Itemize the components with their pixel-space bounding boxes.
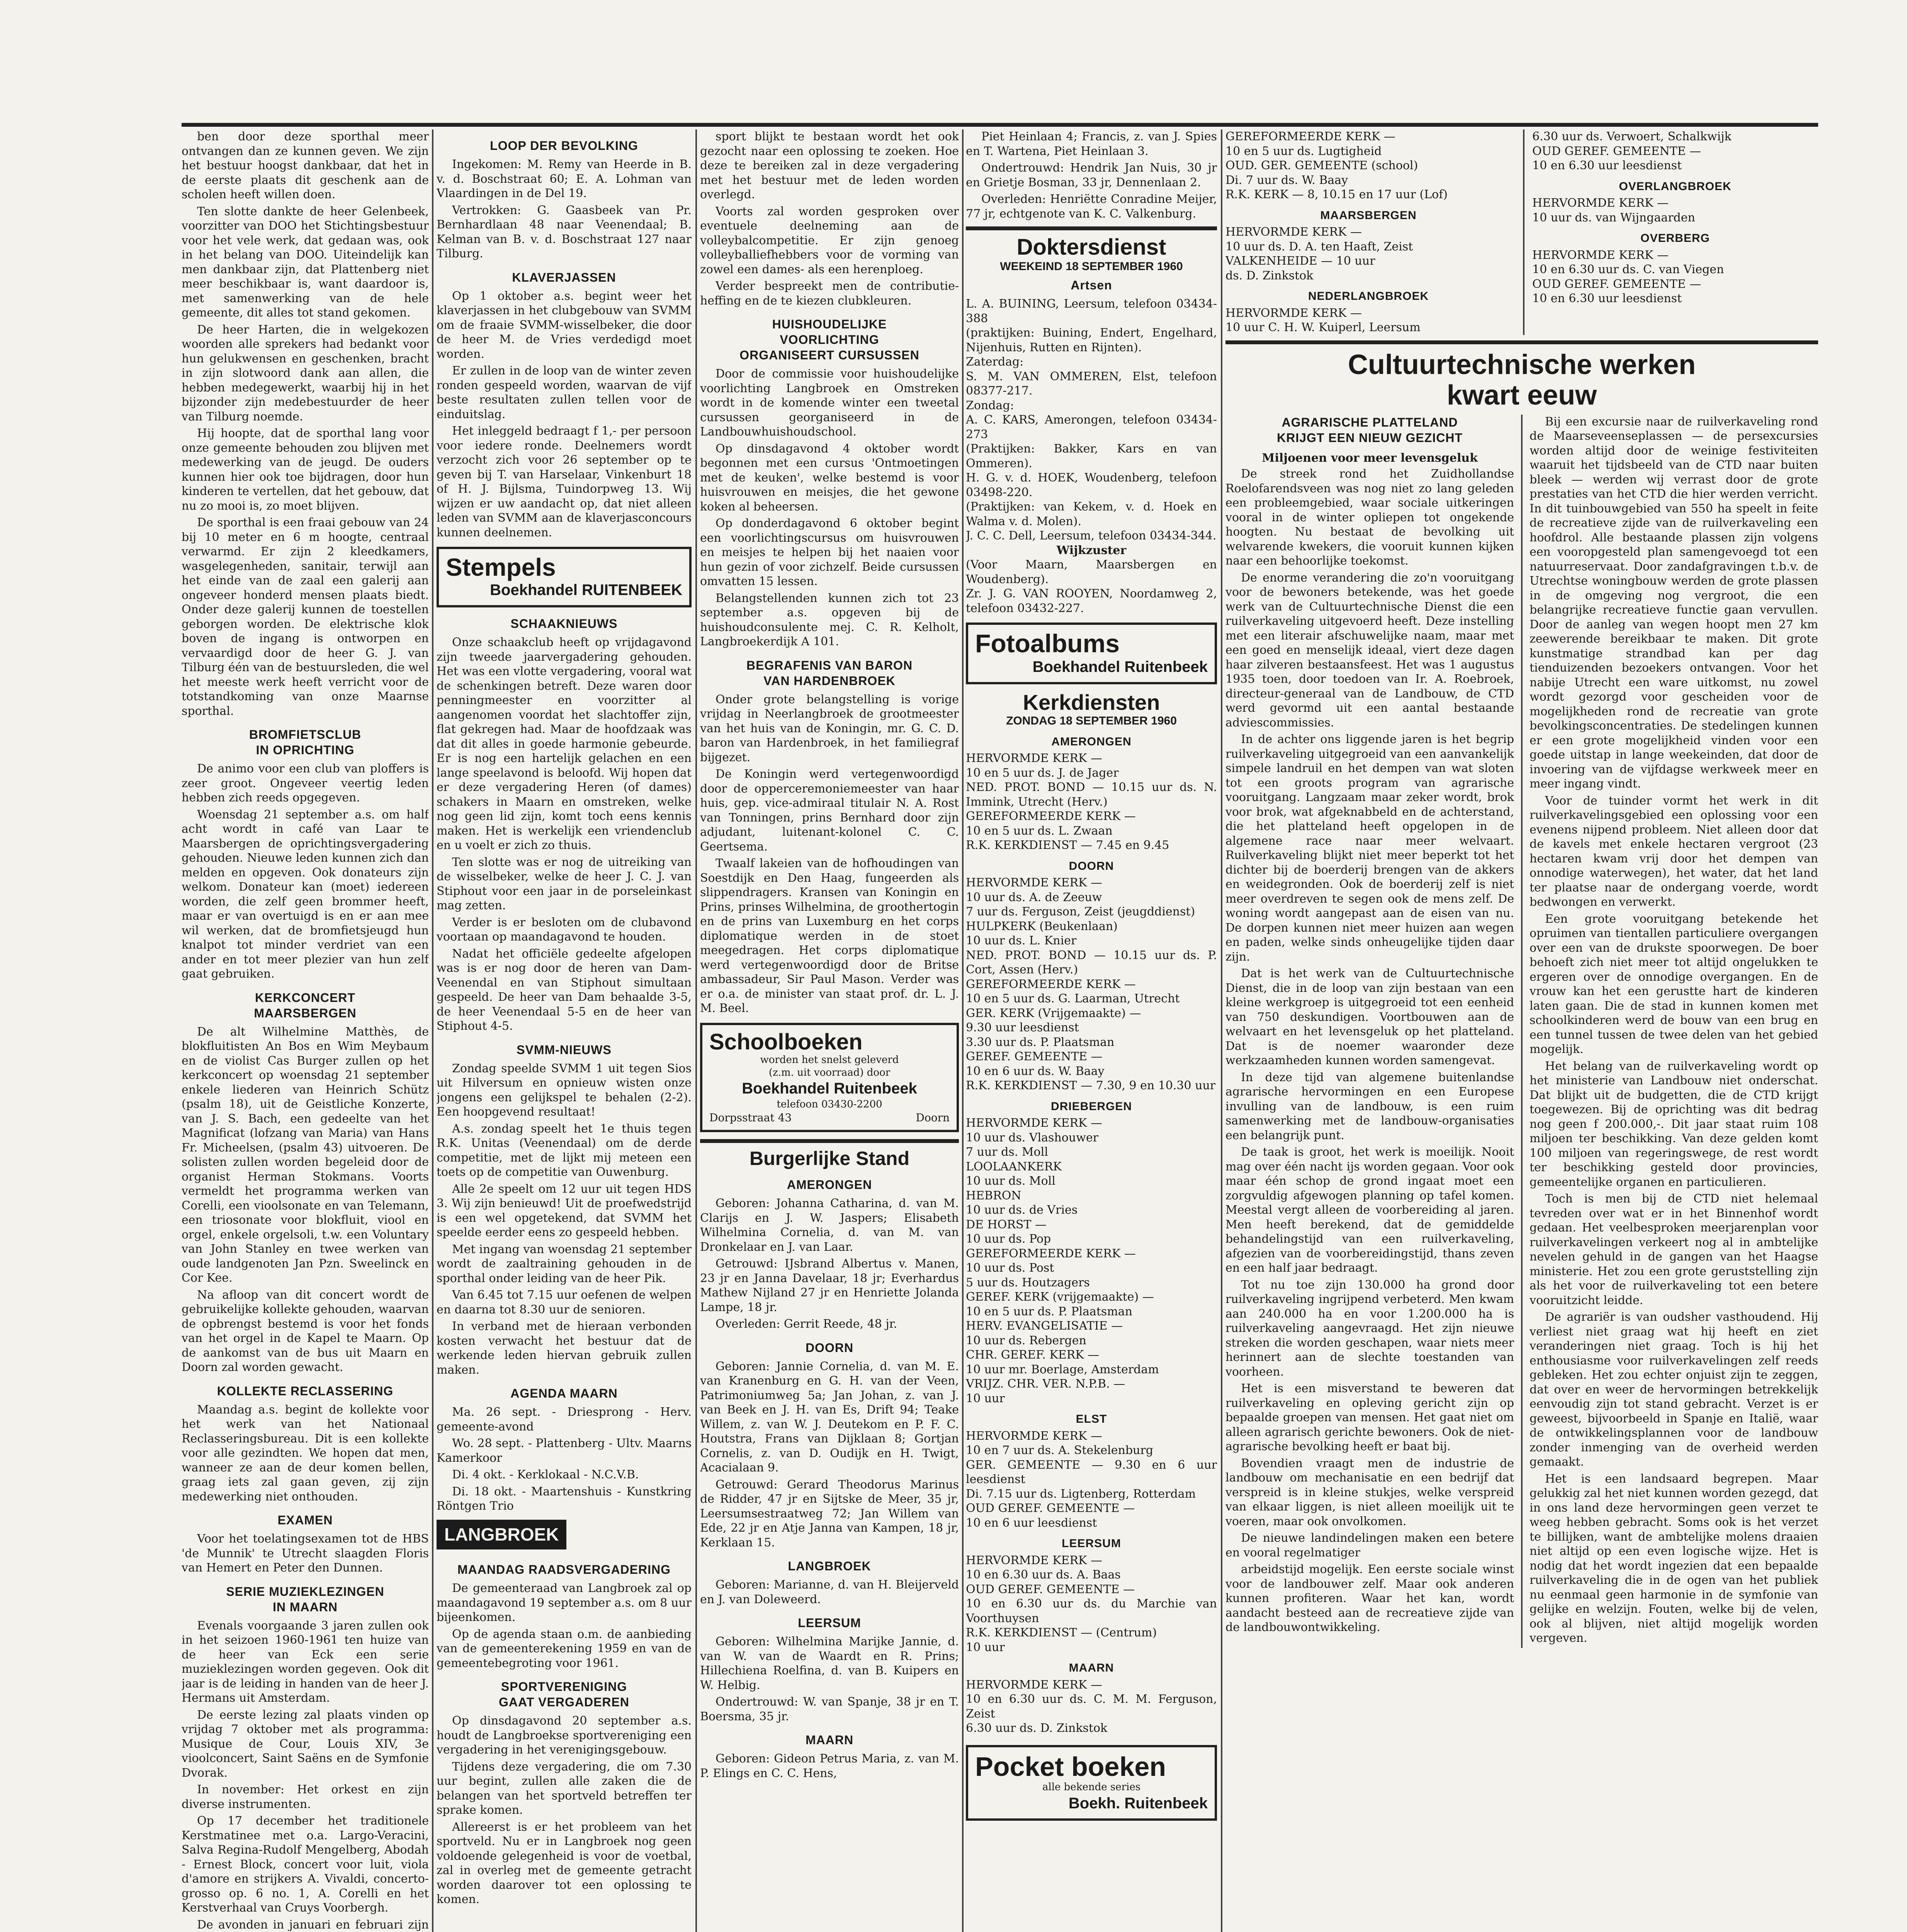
church-line: 10 en 5 uur ds. J. de Jager — [966, 766, 1119, 780]
paragraph: Ten slotte was er nog de uitreiking van de wisselbeker, welke de heer J. C. J. van Stiphout voor een jaar in de porseleinkast mag zetten. — [437, 855, 692, 913]
church-list — [966, 735, 1217, 1736]
doctor-line: H. G. v. d. HOEK, Woudenberg, telefoon 03498-220. — [966, 471, 1217, 499]
church-line: GEREFORMEERDE KERK — — [966, 1247, 1136, 1260]
ad-note: alle bekende series — [1042, 1781, 1141, 1793]
paragraph: De enorme verandering die zo'n vooruitgang voor de bewoners betekende, was het goede werk van de Cultuurtechnische Dienst die een ruilverkaveling uitgevoerd heeft. Deze instelling met een literair afschuwelijke naam, maar met een goed en menselijk ideaal, viert deze dagen haar zilveren bestaansfeest. Het was 1 augustus 1935 toen, door toedoen van Ir. A. Roebroek, directeur-generaal van de Landbouw, de CTD werd gevormd uit een aantal bestaande adviescommissies. — [1225, 571, 1514, 730]
church-line: 10 uur ds. Post — [966, 1261, 1054, 1275]
paragraph: Tijdens deze vergadering, die om 7.30 uur begint, zullen alle zaken die de belangen van het sportveld betreffen ter sprake komen. — [437, 1760, 692, 1817]
church-line: 6.30 uur ds. D. Zinkstok — [966, 1721, 1108, 1735]
church-line: GEREF. KERK (vrijgemaakte) — — [966, 1290, 1154, 1304]
sport-heading: SPORTVERENIGING GAAT VERGADEREN — [499, 1680, 629, 1709]
paragraph: Ingekomen: M. Remy van Heerde in B. v. d. Boschstraat 60; E. A. Lohman van Vlaardingen in de Del 19. — [437, 158, 692, 200]
church-line: 10 uur mr. Boerlage, Amsterdam — [966, 1362, 1159, 1376]
paragraph: Evenals voorgaande 3 jaren zullen ook in het seizoen 1960-1961 ten huize van de heer van Eck een serie muzieklezingen worden gegeven. Ook dit jaar is de leiding in handen van de heer J. Hermans uit Amsterdam. — [182, 1619, 429, 1705]
paragraph: De agrariër is van oudsher vasthoudend. Hij verliest niet graag wat hij heeft en ziet veranderingen niet graag. Toch is hij het enthousiasme voor ruilverkavelingen zelf reeds gebleken. Het zou echter onjuist zijn te zeggen, dat over en weer de hervormingen betrekkelijk eenvoudig zijn tot stand gebracht. Verzet is er geweest, bijvoorbeeld in Spanje en Italië, waar de ontwikkelingsplannen voor de landbouw zonder inmenging van de overheid werden gemaakt. — [1530, 1310, 1818, 1469]
raads-heading: MAANDAG RAADSVERGADERING — [457, 1563, 671, 1577]
paragraph: Overleden: Henriëtte Conradine Meijer, 77 jr, echtgenote van K. C. Valkenburg. — [966, 192, 1217, 221]
artsen-heading: Artsen — [1071, 278, 1112, 293]
place-heading: AMERONGEN — [1051, 735, 1132, 748]
loop-heading: LOOP DER BEVOLKING — [490, 139, 638, 153]
paragraph: Ondertrouwd: Hendrik Jan Nuis, 30 jr en Grietje Bosman, 33 jr, Dennenlaan 2. — [966, 161, 1217, 189]
church-line: OUD GEREF. GEMEENTE — — [966, 1582, 1135, 1596]
church-line: 10 uur ds. Pop — [966, 1232, 1051, 1246]
paragraph: Hij hoopte, dat de sporthal lang voor onze gemeente behouden zou blijven met medewerking van de jeugd. De ouders kunnen hier ook toe bijdragen, door hun kinderen te vertellen, dat het gebouw, dat nu zo mooi is, zo moet blijven. — [182, 427, 429, 513]
church-line: R.K. KERKDIENST — 7.30, 9 en 10.30 uur — [966, 1079, 1216, 1093]
article-body — [1225, 415, 1818, 1648]
kollekte-heading: KOLLEKTE RECLASSERING — [217, 1384, 394, 1398]
place-heading: AMERONGEN — [787, 1178, 872, 1192]
church-line: VALKENHEIDE — 10 uur — [1225, 254, 1375, 268]
paragraph: Bij een excursie naar de ruilverkaveling rond de Maarseveenseplassen — de persexcursies worden altijd door de weinige festiviteiten waaruit het tijdsbeeld van de CTD naar buiten bleek — werden wij verrast door de grote prestaties van het CTD die hier werden verricht. In dit tuinbouwgebied van 550 ha speelt in feite de recreatieve zijde van de ruilverkaveling een hoofdrol. Alle bestaande plassen zijn volgens een vooropgesteld plan samengevoegd tot een natuurreservaat. Door zandafgravingen t.b.v. de Utrechtse woningbouw werden de grote plassen in de omgeving nog vergroot, die een belangrijke recreatieve functie gaan vervullen. Door de aanleg van wegen hoopt men 27 km zeewerende bereikbaar te maken. Dit grote kunstmatige strandbad kan per dag tienduizenden bezoekers ontvangen. Voor het nabije Utrecht een ware uitkomst, nu zowel wordt gezorgd voor gescheiden voor de mogelijkheden rond de recreatie van grote bevolkingsconcentraties. De stedelingen kunnen er een grote mogelijkheid vinden voor een goede uitstap in lange weekeinden, dat door de invoering van de vijfdagse werkweek meer en meer ingang vindt. — [1530, 415, 1818, 791]
agenda-item: Di. 18 okt. - Maartenshuis - Kunstkring Röntgen Trio — [437, 1485, 692, 1513]
agenda-heading: AGENDA MAARN — [510, 1386, 618, 1401]
church-line: 10 uur — [966, 1640, 1005, 1654]
church-line: GEREFORMEERDE KERK — — [966, 810, 1136, 823]
ad-town: Doorn — [916, 1111, 950, 1124]
paragraph: Op de agenda staan o.m. de aanbieding van de gemeenterekening 1959 en van de gemeentebegroting voor 1961. — [437, 1627, 692, 1670]
doctor-line: (Praktijken: van Kekem, v. d. Hoek en Walma v. d. Molen). — [966, 500, 1217, 528]
paragraph: Nadat het officiële gedeelte afgelopen was is er nog door de heren van Dam-Veenendal en van Stiphout simultaan gespeeld. De heer van Dam behaalde 3-5, de heer Veenendaal 5-5 en de heer van Stiphout 4-5. — [437, 947, 692, 1033]
begraf-heading: BEGRAFENIS VAN BARON VAN HARDENBROEK — [746, 658, 913, 688]
church-line: 10 en 5 uur ds. Lugtigheid — [1225, 144, 1382, 158]
church-line: 7 uur ds. Ferguson, Zeist (jeugddienst) — [966, 905, 1195, 919]
paragraph: Alle 2e speelt om 12 uur uit tegen HDS 3. Wij zijn benieuwd! Uit de proefwedstrijd is een wel opgetekend, dat SVMM het speelde eerder eens zo gespeeld hebben. — [437, 1182, 692, 1240]
church-line: HERVORMDE KERK — — [966, 1116, 1102, 1130]
paragraph: Allereerst is er het probleem van het sportveld. Nu er in Langbroek nog geen voldoende gelegenheid is voor de voetbal, zal in overleg met de gemeente getracht worden daarover tot een oplossing te komen. — [437, 1820, 692, 1906]
paragraph: Verder bespreekt men de contributie-heffing en de te kiezen clubkleuren. — [700, 279, 959, 308]
church-line: ds. D. Zinkstok — [1225, 269, 1314, 282]
church-line: 10 en 6.30 uur ds. C. van Viegen — [1532, 263, 1724, 276]
church-line: LOOLAANKERK — [966, 1160, 1062, 1173]
paragraph: Met ingang van woensdag 21 september wordt de zaaltraining gehouden in de sporthal onder leiding van de heer Pik. — [437, 1242, 692, 1285]
paragraph: Het belang van de ruilverkaveling wordt op het ministerie van Landbouw niet onderschat. Dat blijkt uit de budgetten, die de CTD krijgt toegewezen. Bij de oprichting was dit bedrag nog geen f 200.000,-. Dit jaar staat ruim 108 miljoen ter beschikking. Van deze gelden komt 100 miljoen van regeringswege, de rest wordt ter beschikking gesteld door provincies, gemeentelijke organen en particulieren. — [1530, 1059, 1818, 1189]
paragraph: sport blijkt te bestaan wordt het ook gezocht naar een oplossing te zoeken. Hoe deze te bereiken zal in deze vergadering met het bestuur met de leden worden overlegd. — [700, 130, 959, 201]
paragraph: In verband met de hieraan verbonden kosten verwacht het bestuur dat de werkende leden hiervan gebruik zullen maken. — [437, 1320, 692, 1377]
church-line: 10 en 6.30 uur ds. du Marchie van Voorthuysen — [966, 1597, 1217, 1625]
church-line: 10 en 6.30 uur leesdienst — [1532, 292, 1682, 305]
paragraph: Geboren: Johanna Catharina, d. van M. Clarijs en J. W. Jaspers; Elisabeth Wilhelmina Cornelia, d. van M. van Dronkelaar en J. van Laar. — [700, 1197, 959, 1254]
paragraph: Geboren: Wilhelmina Marijke Jannie, d. van W. van de Waardt en R. Prins; Hillechiena Roelfina, d. van B. Kuipers en W. Helbig. — [700, 1635, 959, 1692]
church-line: 10 uur ds. D. A. ten Haaft, Zeist — [1225, 240, 1413, 253]
ad-shop: Boekhandel RUITENBEEK — [490, 582, 682, 599]
church-line: OUD GEREF. GEMEENTE — — [1532, 277, 1701, 291]
paragraph: Voor het toelatingsexamen tot de HBS 'de Munnik' te Utrecht slaagden Floris van Hemert en Peter den Dunnen. — [182, 1532, 429, 1575]
column-divider — [1221, 129, 1222, 1932]
place-heading: OVERBERG — [1640, 232, 1710, 245]
column-5 — [1225, 129, 1818, 1932]
paragraph: Dat is het werk van de Cultuurtechnische Dienst, die in de loop van zijn bestaan van een kleine werkgroep is uitgegroeid tot een eenheid van 750 deskundigen. Voortbouwen aan de welvaart en het levensgeluk op het platteland. Dat is de noemer waaronder deze werkzaamheden kunnen worden samengevat. — [1225, 967, 1514, 1068]
church-line: OUD GEREF. GEMEENTE — — [966, 1502, 1135, 1515]
paragraph: Onder grote belangstelling is vorige vrijdag in Neerlangbroek de grootmeester van het huis van de Koningin, mr. G. C. D. baron van Hardenbroek, in het familiegraf bijgezet. — [700, 692, 959, 764]
church-line: 10 en 5 uur ds. P. Plaatsman — [966, 1304, 1132, 1318]
agenda-item: Di. 4 okt. - Kerklokaal - N.C.V.B. — [452, 1468, 639, 1482]
church-line: HERVORMDE KERK — — [966, 1553, 1102, 1567]
paragraph: De taak is groot, het werk is moeilijk. Nooit mag over één nacht ijs worden gegaan. Voor ook maar één schop de grond ingaat moet een zorgvuldig afgewogen planning op tafel komen. Meestal vergt alleen de voorbereiding al jaren. Men heeft berekend, dat de gemiddelde behandelingstijd van een ruilverkaveling, afgezien van de voorbereidingstijd, thans zeven en een half jaar bedraagt. — [1225, 1145, 1514, 1275]
church-line: Di. 7 uur ds. W. Baay — [1225, 173, 1348, 187]
paragraph: Het is een landsaard begrepen. Maar gelukkig zal het niet kunnen worden gezegd, dat in ons land deze hervormingen geen verzet te weeg hebben gebracht. Soms ook is het verzet te billijken, want de ambtelijke molens draaien niet altijd op een even logische wijze. Het is nodig dat het wordt ingezien dat een bepaalde ruilverkaveling die in de ogen van het publiek nu eenmaal geen harmonie in de symfonie van gelijke en welzijn. Fouten, welke bij de velen, ook al blijven, niet altijd mogelijk worden vergeven. — [1530, 1472, 1818, 1645]
doctor-line: Wijkzuster — [1056, 543, 1127, 557]
paragraph: Onze schaakclub heeft op vrijdagavond zijn tweede jaarvergadering gehouden. Het was een vlotte vergadering, vooral wat de schenkingen betreft. Deze waren door penningmeester en voorzitter al aangenomen voordat het slachtoffer zijn, flat gekregen had. Maar de hoofdzaak was dat dit alles in goede harmonie gebeurde. Er is nog een hartelijk gelachen en een lange speelavond is beloofd. Wij hopen dat er deze vergadering Heren (of dames) schakers in Maarn en omstreken, welke nog geen lid zijn, komt toch eens kennis maken. Het is werkelijk een vriendenclub en u voelt er zich zo thuis. — [437, 636, 692, 852]
paragraph: Getrouwd: Gerard Theodorus Marinus de Ridder, 47 jr en Sijtske de Meer, 35 jr, Leersumsestraatweg 72; Jan Willem van Ede, 22 jr en Atje Janna van Kampen, 18 jr, Kerklaan 15. — [700, 1478, 959, 1549]
church-line: HERVORMDE KERK — — [1225, 306, 1362, 320]
ad-note: worden het snelst geleverd (z.m. uit voorraad) door — [760, 1054, 899, 1078]
church-line: HERVORMDE KERK — — [1532, 196, 1669, 210]
paragraph: De animo voor een club van ploffers is zeer groot. Ongeveer veertig leden hebben zich reeds opgegeven. — [182, 762, 429, 804]
church-line: 10 en 6.30 uur ds. A. Baas — [966, 1568, 1121, 1582]
church-line: 10 uur ds. Vlashouwer — [966, 1131, 1098, 1145]
paragraph: Op 1 oktober a.s. begint weer het klaverjassen in het clubgebouw van SVMM om de fraaie SVMM-wisselbeker, die door de heer M. de Vries verdedigd moet worden. — [437, 289, 692, 361]
paragraph: arbeidstijd mogelijk. Een eerste sociale winst voor de landbouwer zelf. Maar ook anderen kunnen profiteren. Waar het kan, wordt aandacht besteed aan de recreatieve zijde van de landbouwontwikkeling. — [1225, 1563, 1514, 1634]
paragraph: Woensdag 21 september a.s. om half acht wordt in café van Laar te Maarsbergen de oprichtingsvergadering gehouden. Nieuwe leden kunnen zich dan melden en opgeven. Ook donateurs zijn welkom. Donateur kan (moet) iedereen worden, die zelf geen brommer heeft, maar er van overtuigd is en er aan mee wil werken, dat de bromfietsjeugd hun knalpot tot minder verdriet van een ander en tot meer plezier van hun zelf gaat gebruiken. — [182, 808, 429, 981]
church-line: R.K. KERK — 8, 10.15 en 17 uur (Lof) — [1225, 188, 1448, 201]
paragraph: De sporthal is een fraai gebouw van 24 bij 10 meter en 6 m hoogte, centraal verwarmd. Er zijn 2 kleedkamers, wasgelegenheden, sanitair, terwijl aan het einde van de zaal een galerij aan ongeveer honderd mensen plaats biedt. Onder deze galerij kunnen de toestellen geborgen worden. De elektrische klok boven de ingang is ontworpen en vervaardigd door de heer G. J. van Tilburg één van de bestuursleden, die wel het meeste werk heeft verricht voor de totstandkoming van onze Maarnse sporthal. — [182, 516, 429, 718]
ad-street: Dorpsstraat 43 — [709, 1111, 792, 1124]
place-heading: DOORN — [805, 1340, 854, 1355]
paragraph: De Koningin werd vertegenwoordigd door de opperceremoniemeester van haar huis, gep. vice-admiraal titulair N. A. Rost van Tonningen, prins Bernhard door zijn adjudant, luitenant-kolonel C. C. Geertsema. — [700, 767, 959, 854]
church-line: NED. PROT. BOND — 10.15 uur ds. P. Cort, Assen (Herv.) — [966, 948, 1217, 977]
pocket-ad — [966, 1745, 1217, 1821]
langbroek-banner: LANGBROEK — [437, 1520, 566, 1550]
church-line: R.K. KERKDIENST — 7.45 en 9.45 — [966, 838, 1169, 852]
paragraph: Twaalf lakeien van de hofhoudingen van Soestdijk en Den Haag, fungeerden als slippendragers. Kransen van Koningin en Prins, prinses Wilhelmina, de groothertogin en de prins van Luxemburg en het corps diplomatique werden in de stoet meegedragen. Het corps diplomatique werd vertegenwoordigd door de Britse ambassadeur, Sir Paul Mason. Verder was er o.a. de minister van staat prof. dr. L. J. M. Beel. — [700, 857, 959, 1015]
church-line: 10 uur ds. L. Knier — [966, 934, 1077, 948]
doctor-line: (praktijken: Buining, Endert, Engelhard, Nijenhuis, Rutten en Rijnten). — [966, 326, 1217, 354]
church-line: HERVORMDE KERK — — [1225, 225, 1362, 239]
doktersdienst-title: Doktersdienst — [1016, 235, 1166, 260]
column-divider — [962, 129, 964, 1932]
place-heading: LEERSUM — [1062, 1537, 1121, 1550]
paragraph: Het is een misverstand te beweren dat ruilverkaveling en opleving gericht zijn op bepaalde groepen van mensen. Het gaat niet om alleen agrarisch gerichte bewoners. Ook de niet-agrarische bevolking heeft er baat bij. — [1225, 1382, 1514, 1454]
paragraph: In november: Het orkest en zijn diverse instrumenten. — [182, 1783, 429, 1811]
kerkdiensten-date: ZONDAG 18 SEPTEMBER 1960 — [1006, 714, 1177, 728]
paragraph: Geboren: Jannie Cornelia, d. van M. E. van Kranenburg en G. H. van der Veen, Patrimoniumweg 5a; Jan Johan, z. van J. van Beek en J. H. van Es, Drift 94; Teake Willem, z. van W. J. Deutekom en P. F. C. Houtstra, Frans van Dijklaan 8; Gortjan Cornelis, z. van D. Oudijk en H. Twigt, Acacialaan 9. — [700, 1359, 959, 1475]
church-line: 5 uur ds. Houtzagers — [966, 1276, 1090, 1289]
doctor-line: Zr. J. G. VAN ROOYEN, Noordamweg 2, telefoon 03432-227. — [966, 587, 1217, 615]
paragraph: De eerste lezing zal plaats vinden op vrijdag 7 oktober met als programma: Musique de Cour, Louis XIV, 3e vioolconcert, Saint Saëns en de Symfonie Dvorak. — [182, 1708, 429, 1780]
burgerlijke-stand-title: Burgerlijke Stand — [750, 1147, 909, 1169]
agenda-item: Ma. 26 sept. - Driesprong - Herv. gemeente-avond — [437, 1405, 692, 1434]
church-line: 10 en 5 uur ds. G. Laarman, Utrecht — [966, 992, 1180, 1006]
church-list-5 — [1225, 208, 1511, 335]
paragraph: Van 6.45 tot 7.15 uur oefenen de welpen en daarna tot 8.30 uur de senioren. — [437, 1288, 692, 1316]
place-heading: LANGBROEK — [788, 1559, 871, 1573]
paragraph: Geboren: Gideon Petrus Maria, z. van M. P. Elings en C. C. Hens, — [700, 1752, 959, 1780]
church-line: 10 en 7 uur ds. A. Stekelenburg — [966, 1444, 1153, 1458]
doctor-line: (Voor Maarn, Maarsbergen en Woudenberg). — [966, 558, 1217, 586]
doctor-line: A. C. KARS, Amerongen, telefoon 03434-273 — [966, 413, 1217, 441]
serie-heading: SERIE MUZIEKLEZINGEN IN MAARN — [226, 1584, 384, 1614]
church-line: 10 en 6 uur ds. W. Baay — [966, 1064, 1105, 1078]
paragraph: Na afloop van dit concert wordt de gebruikelijke kollekte gehouden, waarvan de opbrengst bestemd is voor het fonds van het orgel in de Kapel te Maarn. Op de aankomst van de bus uit Maarn en Doorn zal worden gewacht. — [182, 1288, 429, 1374]
church-line: CHR. GEREF. KERK — — [966, 1348, 1100, 1362]
ad-shop: Boekhandel Ruitenbeek — [742, 1080, 917, 1097]
paragraph: ben door deze sporthal meer ontvangen dan ze kunnen geven. We zijn het bestuur hoogst dankbaar, dat het in de eerste plaats dit geschenk aan de scholen heeft willen doen. — [182, 130, 429, 201]
schaak-heading: SCHAAKNIEUWS — [510, 617, 618, 631]
paragraph: Maandag a.s. begint de kollekte voor het werk van het Nationaal Reclasseringsbureau. Dit is een kollekte voor alle gezindten. We hopen dat men, wanneer ze aan de deur komen bellen, graag iets zal gaan geven, zij zijn medewerking niet onthouden. — [182, 1403, 429, 1503]
church-line: OUD. GER. GEMEENTE (school) — [1225, 159, 1418, 172]
church-line: 10 en 6.30 uur ds. C. M. M. Ferguson, Zeist — [966, 1692, 1217, 1721]
church-line: HERVORMDE KERK — — [966, 1678, 1102, 1692]
paragraph: In deze tijd van algemene buitenlandse agrarische hervormingen en een Europese invulling van de landbouw, is een ruim samenwerking met de landbouw-organisaties een belangrijk punt. — [1225, 1070, 1514, 1142]
ad-shop: Boekh. Ruitenbeek — [1068, 1794, 1208, 1812]
church-line: 10 uur ds. Moll — [966, 1174, 1055, 1188]
paragraph: De avonden in januari en februari zijn — [197, 1918, 429, 1932]
ad-title: Stempels — [446, 553, 556, 581]
column-divider — [432, 129, 433, 1932]
article-title: Cultuurtechnische werken kwart eeuw — [1348, 349, 1696, 411]
paragraph: Voorts zal worden gesproken over eventuele deelneming aan de volleybalcompetitie. Er zijn genoeg volleyballiefhebbers voor de vorming van zowel een dames- als een herenploeg. — [700, 204, 959, 276]
church-line: GER. GEMEENTE — 9.30 en 6 uur leesdienst — [966, 1458, 1217, 1486]
paragraph: Ondertrouwd: W. van Spanje, 38 jr en T. Boersma, 35 jr. — [700, 1695, 959, 1723]
paragraph: Verder is er besloten om de clubavond voortaan op maandagavond te houden. — [437, 915, 692, 944]
ad-title: Pocket boeken — [975, 1751, 1166, 1782]
column-2 — [437, 129, 692, 1932]
place-heading: NEDERLANGBROEK — [1308, 290, 1429, 303]
doctor-line: S. M. VAN OMMEREN, Elst, telefoon 08377-217. — [966, 369, 1217, 398]
church-line: 7 uur ds. Moll — [966, 1145, 1048, 1159]
paragraph: Voor de tuinder vormt het werk in dit ruilverkavelingsgebied een oplossing voor een evenens nijpend probleem. Niet alleen door dat de kavels met enkele hectaren vergroot (23 hectaren kwam vrij door het dempen van onnodige waterwegen), het water, dat het land ter plaatse naar de ondergang voerde, wordt bedwongen en verwerkt. — [1530, 794, 1818, 909]
doktersdienst-date: WEEKEIND 18 SEPTEMBER 1960 — [1000, 260, 1183, 273]
paragraph: De alt Wilhelmine Matthès, de blokfluitisten An Bos en Wim Meybaum en de violist Cas Burger zullen op het kerkconcert op woensdag 21 september enkele liederen van Heinrich Schütz (psalm 18), uit de Geistliche Konzerte, van J. S. Bach, een gedeelte van het Magnificat (lofzang van Maria) van Hans Fr. Micheelsen, (psalm 43) uitvoeren. De solisten zullen worden begeleid door de organist Herman Stokmans. Voorts vermeldt het programma werken van Corelli, een vioolsonate en van Telemann, een triosonate voor blokfluit, viool en orgel, enkele orgelsoli, t.w. een Voluntary van John Stanley en twee werken van oude landgenoten Jan Pzn. Sweelinck en Cor Kee. — [182, 1025, 429, 1285]
church-line: GEREFORMEERDE KERK — — [1225, 130, 1395, 143]
church-line: HERVORMDE KERK — — [966, 1429, 1102, 1443]
fotoalbums-ad — [966, 622, 1217, 684]
paragraph: Op 17 december het traditionele Kerstmatinee met o.a. Largo-Veracini, Salva Regina-Rudolf Mengelberg, Abodah - Ernest Block, concert voor luit, viola d'amore en strijkers A. Vivaldi, concerto-grosso op. 6 no. 1, A. Corelli en het Kerstverhaal van Cruys Voorbergh. — [182, 1814, 429, 1915]
paragraph: Op donderdagavond 6 oktober begint een voorlichtingscursus om huisvrouwen en meisjes te helpen bij het naaien voor hun gezin of voor zichzelf. Beide cursussen omvatten 15 lessen. — [700, 517, 959, 588]
paragraph: Zondag speelde SVMM 1 uit tegen Sios uit Hilversum en opnieuw wisten onze jongens een gelijkspel te behalen (2-2). Een hoopgevend resultaat! — [437, 1061, 692, 1119]
doctor-line: J. C. C. Dell, Leersum, telefoon 03434-344. — [966, 529, 1217, 543]
paragraph: De gemeenteraad van Langbroek zal op maandagavond 19 september a.s. om 8 uur bijeenkomen. — [437, 1582, 692, 1624]
church-line: 10 uur — [966, 1391, 1005, 1405]
church-line: NED. PROT. BOND — 10.15 uur ds. N. Immink, Utrecht (Herv.) — [966, 781, 1217, 809]
schoolboeken-ad — [700, 1023, 959, 1132]
church-line: 10 en 6.30 uur leesdienst — [1532, 159, 1682, 172]
divider — [966, 226, 1217, 230]
church-line: 10 uur C. H. W. Kuiperl, Leersum — [1225, 321, 1421, 334]
kerkconcert-heading: KERKCONCERT MAARSBERGEN — [254, 990, 357, 1020]
klaverjassen-heading: KLAVERJASSEN — [512, 270, 616, 284]
church-line: 10 uur ds. A. de Zeeuw — [966, 890, 1102, 904]
paragraph: A.s. zondag speelt het 1e thuis tegen R.K. Unitas (Veenendaal) om de derde competitie, met de lijkt mij meteen een toets op de competitie van Ouwenburg. — [437, 1122, 692, 1179]
church-line: HERV. EVANGELISATIE — — [966, 1319, 1123, 1333]
column-3 — [700, 129, 959, 1932]
place-heading: LEERSUM — [798, 1616, 861, 1630]
article-lead: Miljoenen voor meer levensgeluk — [1262, 451, 1478, 465]
paragraph: Geboren: Marianne, d. van H. Bleijerveld en J. van Doleweerd. — [700, 1578, 959, 1606]
paragraph: Er zullen in de loop van de winter zeven ronden gespeeld worden, waarvan de vijf beste resultaten zullen tellen voor de einduitslag. — [437, 364, 692, 421]
church-line: GEREF. GEMEENTE — — [966, 1050, 1103, 1064]
church-line: 10 uur ds. van Wijngaarden — [1532, 211, 1695, 224]
doctor-line: Zaterdag: — [966, 355, 1024, 369]
doctor-line: L. A. BUINING, Leersum, telefoon 03434-388 — [966, 297, 1217, 325]
bromfiets-heading: BROMFIETSCLUB IN OPRICHTING — [249, 728, 362, 757]
place-heading: OVERLANGBROEK — [1619, 180, 1732, 193]
paragraph: Getrouwd: IJsbrand Albertus v. Manen, 23 jr en Janna Davelaar, 18 jr; Everhardus Mathew Nijland 27 jr en Henriette Jolanda Lampe, 18 jr. — [700, 1257, 959, 1314]
divider — [700, 1139, 959, 1143]
church-line: GER. KERK (Vrijgemaakte) — — [966, 1006, 1141, 1020]
ad-address — [709, 1111, 950, 1124]
church-line: HULPKERK (Beukenlaan) — [966, 919, 1118, 933]
paragraph: Op dinsdagavond 20 september a.s. houdt de Langbroekse sportvereniging een vergadering in het verenigingsgebouw. — [437, 1714, 692, 1757]
church-line: 10 en 6 uur leesdienst — [966, 1516, 1097, 1530]
agenda-item: Wo. 28 sept. - Plattenberg - Ultv. Maarns Kamerkoor — [437, 1437, 692, 1465]
church-line: 10 en 5 uur ds. L. Zwaan — [966, 824, 1113, 838]
place-heading: DOORN — [1069, 859, 1114, 872]
church-line: 10 uur ds. de Vries — [966, 1203, 1078, 1217]
church-line: HEBRON — [966, 1189, 1021, 1202]
article-subtitle: AGRARISCHE PLATTELAND KRIJGT EEN NIEUW GEZICHT — [1277, 415, 1463, 445]
doctor-list — [966, 297, 1217, 616]
church-line: 10 uur ds. Rebergen — [966, 1333, 1086, 1347]
paragraph: De heer Harten, die in welgekozen woorden alle sprekers had bedankt voor hun gelukwensen en geschenken, bracht in zijn slotwoord dank aan allen, die hebben medegewerkt, waarbij hij in het bijzonder zijn medebestuurder de heer van Tilburg noemde. — [182, 323, 429, 423]
examen-heading: EXAMEN — [277, 1513, 333, 1527]
column-4 — [966, 129, 1217, 1932]
ad-phone: telefoon 03430-2200 — [777, 1099, 882, 1111]
church-line: Di. 7.15 uur ds. Ligtenberg, Rotterdam — [966, 1487, 1196, 1501]
church-continuation — [1225, 129, 1818, 335]
column-1 — [182, 129, 429, 1932]
svmm-heading: SVMM-NIEUWS — [517, 1043, 612, 1057]
paragraph: Vertrokken: G. Gaasbeek van Pr. Bernhardlaan 48 naar Veenendaal; B. Kelman van B. v. d. Boschstraat 127 naar Tilburg. — [437, 203, 692, 260]
paragraph: Overleden: Gerrit Reede, 48 jr. — [716, 1317, 897, 1331]
paragraph: Toch is men bij de CTD niet helemaal tevreden over wat er in het Binnenhof wordt gedaan. Het veelbesproken meerjarenplan voor ruilverkavelingen verkeert nog al in ambtelijke nevelen gehuld in de gangen van het Haagse ministerie. Het zou een grote geruststelling zijn als het voor de ruilverkaveling tot een betere vooruitzicht leidde. — [1530, 1192, 1818, 1307]
place-heading: MAARN — [1069, 1662, 1114, 1675]
church-line: HERVORMDE KERK — — [966, 876, 1102, 890]
place-heading: MAARN — [805, 1733, 854, 1747]
place-heading: DRIEBERGEN — [1050, 1100, 1132, 1113]
church-line: VRIJZ. CHR. VER. N.P.B. — — [966, 1377, 1125, 1391]
church-left — [1225, 129, 1511, 335]
stempels-ad — [437, 547, 692, 607]
paragraph: Bovendien vraagt men de industrie de landbouw om mechanisatie en een bedrijf dat verspreid is in kleine stukjes, welke verspreid van elkaar liggen, is niet alleen moeilijk uit te voeren, maar ook onvolkomen. — [1225, 1456, 1514, 1528]
church-line: R.K. KERKDIENST — (Centrum) — [966, 1626, 1157, 1640]
paragraph: Belangstellenden kunnen zich tot 23 september a.s. opgeven bij de huishoudconsulente mej. C. R. Kelholt, Langbroekerdijk A 101. — [700, 591, 959, 648]
church-line: HERVORMDE KERK — — [966, 752, 1102, 765]
paragraph: Piet Heinlaan 4; Francis, z. van J. Spies en T. Wartena, Piet Heinlaan 3. — [966, 130, 1217, 158]
paragraph: Ten slotte dankte de heer Gelenbeek, voorzitter van DOO het Stichtingsbestuur voor het vele werk, dat gedaan was, ook in het belang van DOO. Uiteindelijk kan men dankbaar zijn, dat Plattenberg niet meer beschikbaar is, want daardoor is, met samenwerking van de hele gemeente, dit alles tot stand gekomen. — [182, 204, 429, 320]
huish-heading: HUISHOUDELIJKE VOORLICHTING ORGANISEERT CURSUSSEN — [739, 317, 920, 362]
church-line: 6.30 uur ds. Verwoert, Schalkwijk — [1532, 130, 1732, 143]
church-line: OUD GEREF. GEMEENTE — — [1532, 144, 1701, 158]
church-line: DE HORST — — [966, 1218, 1047, 1231]
ad-title: Fotoalbums — [975, 629, 1120, 658]
paragraph: Door de commissie voor huishoudelijke voorlichting Langbroek en Omstreken wordt in de komende winter een tweetal cursussen georganiseerd in de Landbouwhuishoudschool. — [700, 367, 959, 439]
ad-title: Schoolboeken — [709, 1029, 863, 1054]
doctor-line: Zondag: — [966, 398, 1014, 412]
church-line: GEREFORMEERDE KERK — — [966, 977, 1136, 991]
paragraph: In de achter ons liggende jaren is het begrip ruilverkaveling uitgegroeid van een aanvankelijk simpele landruil en het dempen van wat sloten tot een groots program van agrarische vooruitgang. Langzaam maar zeker wordt, brok voor brok, wat afgeknabbeld en de achterstand, die het platteland heeft opgelopen in de algemene race naar meer welvaart. Ruilverkaveling blijkt niet meer beperkt tot het dichter bij de boerderij brengen van de akkers en weidegronden. Ook de boerderij zelf is niet meer overdreven te segen ook de mens zelf. De woning wordt aangepast aan de eisen van nu. De dorpen kunnen niet meer huizen aan wegen en paden, welke sinds onheugelijke tijden daar zijn. — [1225, 733, 1514, 964]
church-line: 9.30 uur leesdienst — [966, 1021, 1079, 1035]
divider — [1225, 340, 1818, 344]
paragraph: Een grote vooruitgang betekende het opruimen van tientallen particuliere overgangen over een van de drukste spoorwegen. De boer behoeft zich niet meer tot altijd ongelukken te ergeren over de onnodige overgangen. En de vrouw kan het een gerustte hart de kinderen laten gaan. Die de stad in kunnen komen met schoolkinderen werd de bouw van een brug en een tunnel tussen de twee delen van het gebied mogelijk. — [1530, 912, 1818, 1056]
paragraph: De nieuwe landindelingen maken een betere en vooral regelmatiger — [1225, 1531, 1514, 1560]
doctor-line: (Praktijken: Bakker, Kars en van Ommeren). — [966, 442, 1217, 470]
column-divider — [695, 129, 697, 1932]
col1-intro — [182, 129, 429, 718]
paragraph: Op dinsdagavond 4 oktober wordt begonnen met een cursus 'Ontmoetingen met de keuken', welke bestemd is voor huisvrouwen en meisjes, die het gewone koken al beheersen. — [700, 442, 959, 514]
paragraph: Tot nu toe zijn 130.000 ha grond door ruilverkaveling ingrijpend verbeterd. Men kwam aan 240.000 ha en voor 1.200.000 ha is ruilverkaveling aangevraagd. Het zijn nieuwe streken die worden geschapen, waar niets meer herinnert aan de slechte toestanden van voorheen. — [1225, 1278, 1514, 1379]
place-heading: ELST — [1076, 1413, 1107, 1426]
place-heading: MAARSBERGEN — [1320, 209, 1417, 222]
ad-shop: Boekhandel Ruitenbeek — [1032, 658, 1208, 675]
paragraph: De streek rond het Zuidhollandse Roelofarendsveen was nog niet zo lang geleden een probleemgebied, waar sociale uitkeringen vooral in de winter opliepen tot ongekende hoogten. Nu bestaat de bevolking uit welvarende kwekers, die vooruit kunnen kijken naar een behoorlijke toekomst. — [1225, 467, 1514, 568]
church-line: 3.30 uur ds. P. Plaatsman — [966, 1035, 1115, 1049]
top-rule — [182, 123, 1818, 127]
paragraph: Het inleggeld bedraagt f 1,- per persoon voor iedere ronde. Deelnemers wordt verzocht zich voor 26 september op te geven bij T. van Harselaar, Vinkenburt 18 of H. J. Bijlsma, Tuindorpweg 13. Wij wijzen er uw aandacht op, dat niet alleen leden van SVMM aan de klaverjasconcours kunnen deelnemen. — [437, 424, 692, 539]
church-line: HERVORMDE KERK — — [1532, 248, 1669, 262]
kerkdiensten-title: Kerkdiensten — [1023, 690, 1160, 714]
church-right — [1523, 129, 1818, 335]
